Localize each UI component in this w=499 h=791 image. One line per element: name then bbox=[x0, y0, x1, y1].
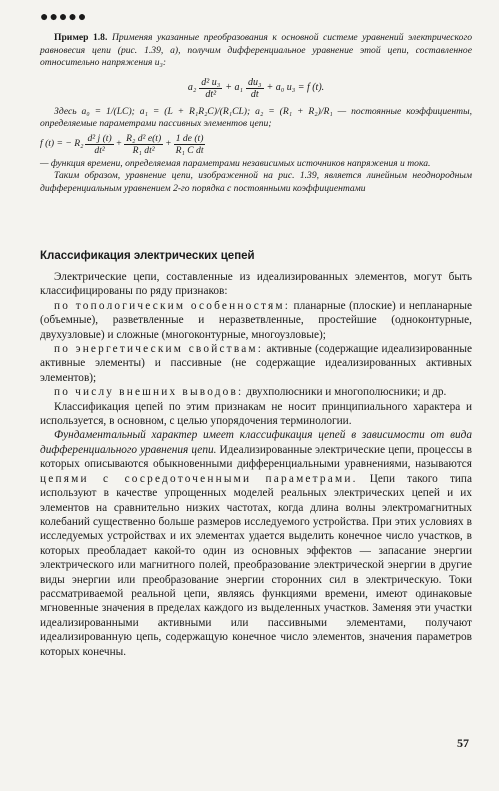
frac-numerator: d² j (t) bbox=[87, 132, 112, 144]
fundamental-italic: Фундаментальный характер имеет классификация цепей в зависимости от вида дифференциального уравнения цепи. bbox=[40, 429, 472, 456]
forcing-function-equation bbox=[40, 133, 472, 156]
frac-numerator: d² u₃ bbox=[201, 76, 221, 88]
main-equation bbox=[40, 77, 472, 100]
ft-frac-1 bbox=[85, 133, 113, 156]
frac-denominator: R₁ dt² bbox=[132, 144, 155, 156]
ft-frac-2 bbox=[124, 133, 163, 156]
fundamental-text-a: Идеализированные электрические цепи, процессы в которых описываются обыкновенными дифференциальными уравнениями, называются bbox=[40, 443, 472, 471]
paragraph-terminals bbox=[40, 385, 472, 399]
spaced-term-terminals: по числу внешних выводов: bbox=[54, 386, 244, 399]
page-number: 57 bbox=[457, 736, 469, 750]
paragraph-classification-note: Классификация цепей по этим признакам не носит принципиального характера и используется, в основном, с целью упорядочения терминологии. bbox=[40, 400, 472, 428]
section-heading: Классификация электрических цепей bbox=[40, 250, 255, 262]
paragraph-energetic-rest: активные (содержащие идеализированные активные элементы) и пассивные (не содержащие идеализированных активных элементов); bbox=[40, 343, 472, 384]
example-intro-text: Применяя указанные преобразования к основной системе уравнений электрического равновесия цепи (рис. 1.39, а), получим дифференциальное уравнение этой цепи, составленное относительно напряжения u₃: bbox=[40, 32, 472, 68]
paragraph-topological bbox=[40, 299, 472, 342]
example-block bbox=[40, 32, 472, 195]
coefficients-text: Здесь a₀ = 1/(LC); a₁ = (L + R₁R₂C)/(R₁CL); a₂ = (R₁ + R₂)/R₁ — постоянные коэффициенты, определяемые параметрами пассивных элементов цепи; bbox=[40, 105, 472, 129]
ft-frac-3 bbox=[174, 133, 206, 156]
spaced-term-energetic: по энергетическим свойствам: bbox=[54, 343, 264, 356]
example-label: Пример 1.8. bbox=[54, 32, 108, 43]
frac-numerator: R₂ d² e(t) bbox=[126, 132, 162, 144]
ft-lhs: f (t) = − R₂ bbox=[40, 137, 84, 149]
frac-numerator: 1 de (t) bbox=[175, 132, 204, 144]
ft-plus-2: + bbox=[165, 137, 172, 149]
example-conclusion: Таким образом, уравнение цепи, изображенной на рис. 1.39, является линейным неоднородным дифференциальным уравнением 2-го порядка с постоянными коэффициентами bbox=[40, 170, 472, 194]
ft-plus-1: + bbox=[115, 137, 123, 149]
paragraph-topological-rest: планарные (плоские) и непланарные (объемные), разветвленные и неразветвленные, простейшие (одноконтурные, двухузловые) и сложные (многоконтурные, многоузловые); bbox=[40, 299, 472, 341]
frac-denominator: R₁ C dt bbox=[175, 144, 204, 156]
frac-denominator: dt² bbox=[205, 88, 217, 100]
frac-denominator: dt² bbox=[94, 144, 105, 156]
body-text bbox=[40, 270, 472, 659]
eq-frac-first-derivative bbox=[246, 77, 263, 100]
paragraph-fundamental bbox=[40, 428, 472, 659]
example-intro bbox=[40, 32, 472, 70]
eq-plus-a1: + a₁ bbox=[225, 81, 244, 93]
paragraph-energetic bbox=[40, 342, 472, 385]
ornament-dots: ●●●●● bbox=[40, 10, 88, 25]
paragraph-terminals-rest: двухполюсники и многополюсники; и др. bbox=[243, 386, 447, 399]
paragraph-intro: Электрические цепи, составленные из идеализированных элементов, могут быть классифицированы по ряду признаков: bbox=[40, 271, 472, 298]
eq-frac-second-derivative bbox=[199, 77, 222, 100]
fundamental-text-b: Цепи такого типа используют в качестве упрощенных моделей реальных электрических цепей и их элементов на сравнительно низких частотах, когда длина волны электромагнитных колебаний существенно больше размеров исследуемого устройства. При этих условиях в исследуемых устройствах и их элементах удается выделить конечное число участков, в которых преобладает какой-то один из основных эффектов — запасание энергии электрического или магнитного полей, преобразование электрической энергии в другие виды энергии или преобразование энергии сторонних сил в электрическую. Токи рассматриваемой реальной цепи, являясь функциями времени, имеют одинаковые мгновенные значения в пределах каждого из выделенных участков. Заменяя эти участки идеализированными активными или пассивными элементами, получают идеализированную цепь, содержащую конечное число элементов, значения параметров которых конечны. bbox=[40, 472, 472, 658]
spaced-term-lumped: цепями с сосредоточенными параметрами. bbox=[40, 472, 358, 485]
spaced-term-topological: по топологическим особенностям: bbox=[54, 299, 291, 312]
frac-denominator: dt bbox=[250, 88, 259, 100]
eq-coef-a2: a₂ bbox=[187, 81, 197, 93]
ft-description: — функция времени, определяемая параметрами независимых источников напряжения и тока. bbox=[40, 157, 431, 169]
frac-numerator: du₃ bbox=[248, 76, 262, 88]
eq-tail: + a₀ u₃ = f (t). bbox=[266, 81, 325, 93]
